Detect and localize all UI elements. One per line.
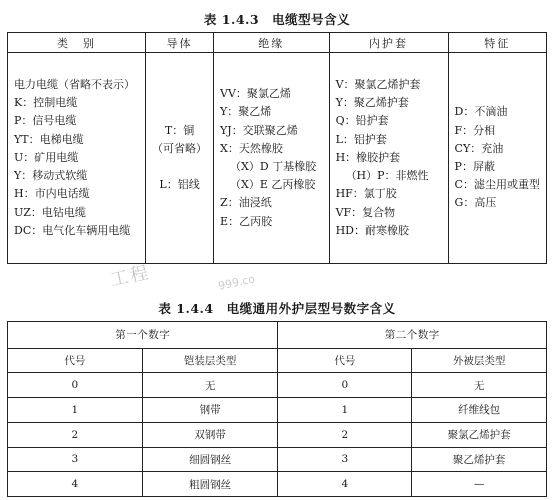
outer-sheath-table (7, 321, 547, 497)
table-1-caption: 表 1.4.3 电缆型号含义 (203, 12, 351, 27)
insulation-item: E：乙丙胶 (220, 214, 273, 228)
feature-item: D：不滴油 (454, 105, 508, 119)
outer-cell: 聚氯乙烯护套 (412, 422, 547, 447)
category-item: P：信号电缆 (14, 114, 77, 128)
code-2-cell: 2 (278, 422, 412, 447)
feature-item: F：分相 (454, 123, 496, 137)
table-row (8, 373, 547, 398)
table-row (8, 422, 547, 447)
insulation-item: YJ：交联聚乙烯 (220, 123, 298, 137)
category-item: YT：电梯电缆 (14, 132, 84, 146)
armor-cell: 钢带 (142, 398, 278, 423)
header-armor-type: 铠装层类型 (142, 348, 278, 373)
cable-model-table (7, 32, 547, 264)
inner-sheath-cell (329, 53, 448, 264)
outer-cell: 聚乙烯护套 (412, 447, 547, 472)
outer-cell: — (412, 472, 547, 497)
header-insulation: 绝缘 (214, 33, 330, 53)
category-item: 电力电缆（省略不表示） (14, 78, 135, 92)
inner-sheath-item: Q：铅护套 (335, 114, 389, 128)
insulation-item: VV：聚氯乙烯 (220, 87, 291, 101)
table-header-row (8, 33, 547, 53)
insulation-item: （X）E 乙丙橡胶 (230, 178, 316, 192)
header-code-1: 代号 (8, 348, 143, 373)
insulation-item: X：天然橡胶 (220, 141, 283, 155)
table-row (8, 472, 547, 497)
armor-cell: 细圆钢丝 (142, 447, 278, 472)
inner-sheath-item: HD：耐寒橡胶 (335, 223, 409, 237)
header-category: 类 别 (8, 33, 146, 53)
insulation-item: Z：油浸纸 (220, 196, 272, 210)
insulation-item: Y：聚乙烯 (220, 105, 272, 119)
watermark-url: 999.co (217, 272, 257, 293)
feature-item: CY：充油 (454, 141, 504, 155)
table-row (8, 447, 547, 472)
code-1-cell: 1 (8, 398, 143, 423)
group-first-digit: 第一个数字 (8, 322, 278, 349)
conductor-item: （可省略） (152, 141, 208, 155)
code-2-cell: 0 (278, 373, 412, 398)
column-header-row (8, 348, 547, 373)
category-item: UZ：电钻电缆 (14, 205, 86, 219)
category-item: H：市内电话缆 (14, 187, 90, 201)
inner-sheath-item: Y：聚乙烯护套 (335, 96, 409, 110)
watermark: 工程 (108, 262, 153, 291)
code-1-cell: 3 (8, 447, 143, 472)
conductor-cell (146, 53, 214, 264)
group-second-digit: 第二个数字 (278, 322, 547, 349)
outer-cell: 无 (412, 373, 547, 398)
feature-item: P：屏蔽 (454, 160, 495, 173)
category-item: K：控制电缆 (14, 96, 78, 110)
code-1-cell: 4 (8, 472, 143, 497)
insulation-item: （X）D 丁基橡胶 (230, 160, 317, 173)
category-item: Y：移动式软缆 (14, 169, 88, 183)
armor-cell: 双钢带 (142, 422, 278, 447)
conductor-item: L：铝线 (159, 178, 200, 192)
header-inner-sheath: 内护套 (329, 33, 448, 53)
conductor-item (152, 158, 207, 176)
group-header-row (8, 322, 547, 349)
header-feature: 特征 (448, 33, 546, 53)
code-1-cell: 2 (8, 422, 143, 447)
table-row (8, 53, 547, 264)
inner-sheath-item: V：聚氯乙烯护套 (335, 78, 421, 92)
feature-cell (448, 53, 546, 264)
table-2-caption: 表 1.4.4 电缆通用外护层型号数字含义 (158, 301, 396, 316)
header-outer-type: 外被层类型 (412, 348, 547, 373)
header-code-2: 代号 (278, 348, 412, 373)
outer-cell: 纤维线包 (412, 398, 547, 423)
inner-sheath-item: L：铝护套 (335, 132, 387, 146)
code-2-cell: 1 (278, 398, 412, 423)
code-1-cell: 0 (8, 373, 143, 398)
code-2-cell: 3 (278, 447, 412, 472)
category-cell (8, 53, 146, 264)
inner-sheath-item: （H）P：非燃性 (345, 169, 429, 183)
table-row (8, 398, 547, 423)
category-item: U：矿用电缆 (14, 150, 79, 164)
feature-item: C：滤尘用或重型 (454, 178, 540, 192)
code-2-cell: 4 (278, 472, 412, 497)
conductor-item: T：铜 (164, 123, 195, 137)
armor-cell: 无 (142, 373, 278, 398)
armor-cell: 粗圆钢丝 (142, 472, 278, 497)
feature-item: G：高压 (454, 196, 497, 210)
inner-sheath-item: HF：氯丁胶 (335, 187, 397, 201)
inner-sheath-item: VF：复合物 (335, 205, 396, 219)
inner-sheath-item: H：橡胶护套 (335, 150, 401, 164)
category-item: DC：电气化车辆用电缆 (14, 223, 131, 237)
insulation-cell (214, 53, 330, 264)
header-conductor: 导体 (146, 33, 214, 53)
